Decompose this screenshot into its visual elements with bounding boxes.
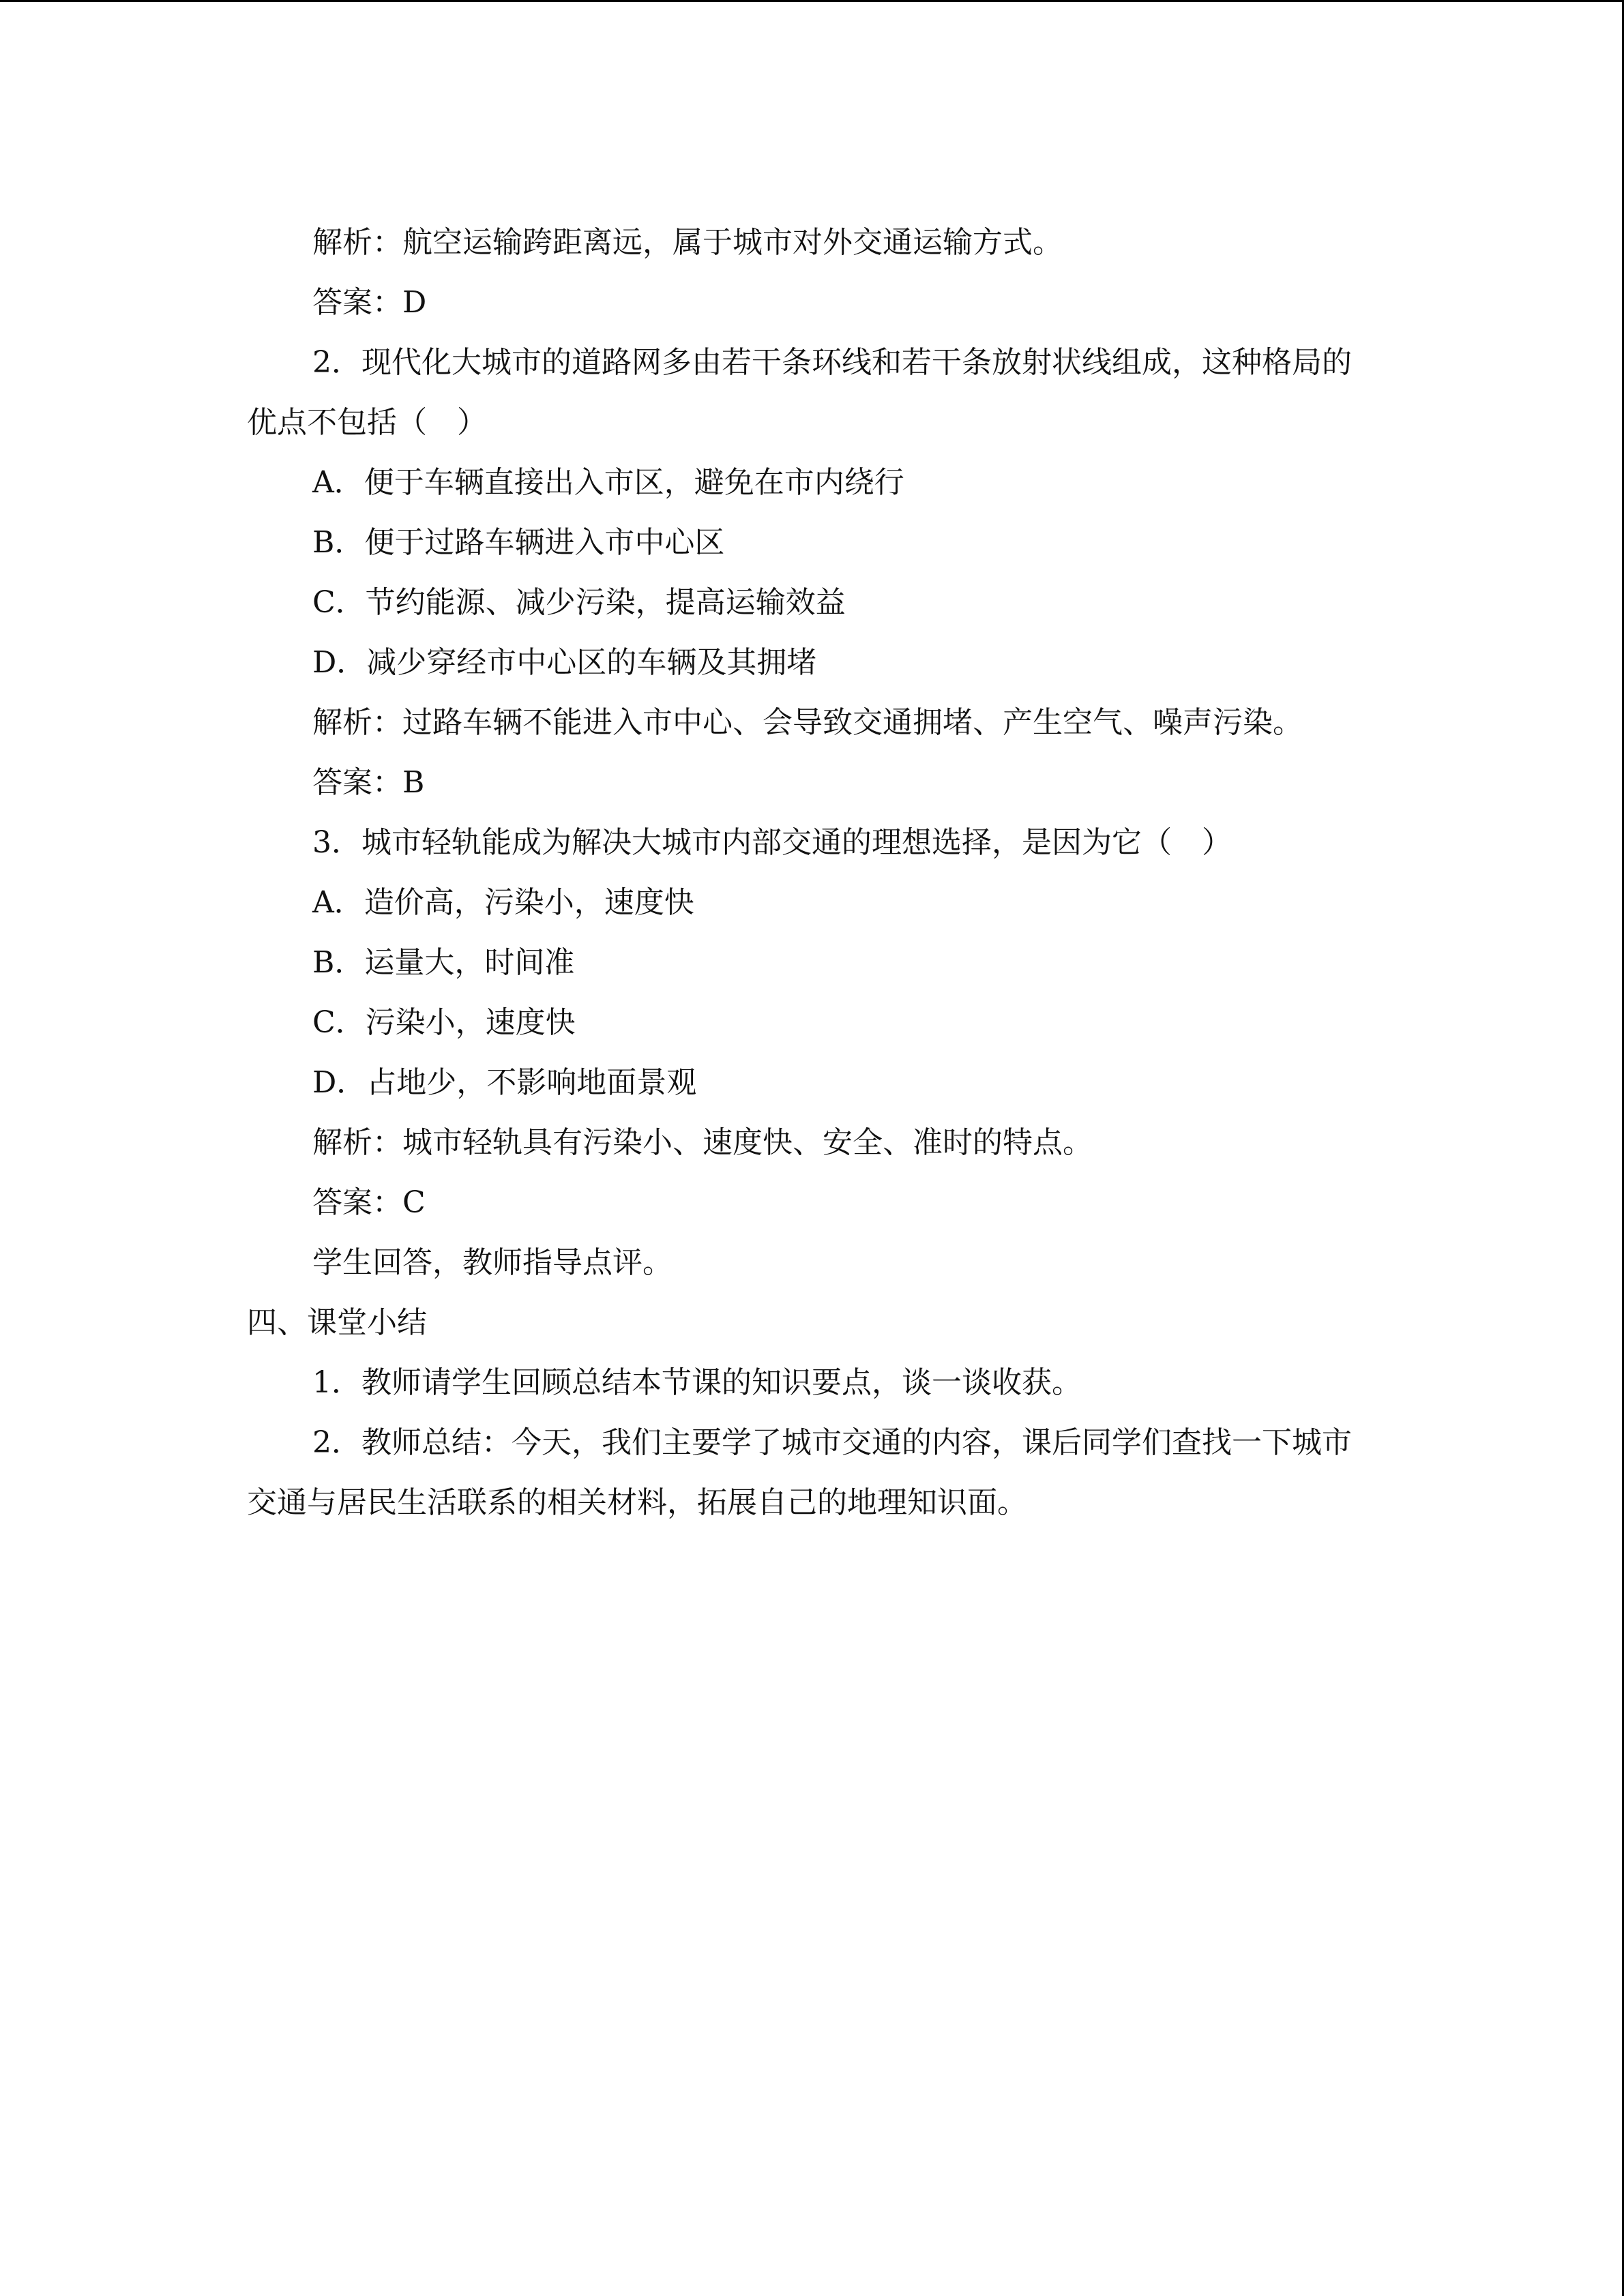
question-3: 3．城市轻轨能成为解决大城市内部交通的理想选择，是因为它（ ） — [312, 825, 1232, 860]
q2-option-b: B．便于过路车辆进入市中心区 — [312, 525, 725, 560]
q2-option-a: A．便于车辆直接出入市区，避免在市内绕行 — [312, 465, 904, 500]
q2-option-c: C．节约能源、减少污染，提高运输效益 — [312, 585, 846, 620]
q3-option-d: D．占地少，不影响地面景观 — [312, 1065, 697, 1100]
summary-item-1: 1．教师请学生回顾总结本节课的知识要点，谈一谈收获。 — [312, 1365, 1082, 1400]
answer-q3: 答案：C — [312, 1185, 426, 1220]
answer-q2: 答案：B — [312, 765, 425, 800]
section-heading-summary: 四、课堂小结 — [247, 1305, 427, 1340]
q3-option-c: C．污染小，速度快 — [312, 1005, 576, 1040]
document-body — [247, 213, 1379, 1533]
question-2: 2．现代化大城市的道路网多由若干条环线和若干条放射状线组成，这种格局的优点不包括（ ） — [247, 345, 1352, 440]
answer-q1: 答案：D — [312, 285, 427, 320]
q3-option-b: B．运量大，时间准 — [312, 945, 575, 980]
analysis-q1: 解析：航空运输跨距离远，属于城市对外交通运输方式。 — [312, 225, 1063, 260]
analysis-q2: 解析：过路车辆不能进入市中心、会导致交通拥堵、产生空气、噪声污染。 — [312, 705, 1303, 740]
student-response-note: 学生回答，教师指导点评。 — [312, 1245, 673, 1280]
q3-option-a: A．造价高，污染小，速度快 — [312, 885, 694, 920]
analysis-q3: 解析：城市轻轨具有污染小、速度快、安全、准时的特点。 — [312, 1125, 1093, 1160]
summary-item-2: 2．教师总结：今天，我们主要学了城市交通的内容，课后同学们查找一下城市交通与居民生活联系的相关材料，拓展自己的地理知识面。 — [247, 1425, 1352, 1520]
q2-option-d: D．减少穿经市中心区的车辆及其拥堵 — [312, 645, 817, 680]
